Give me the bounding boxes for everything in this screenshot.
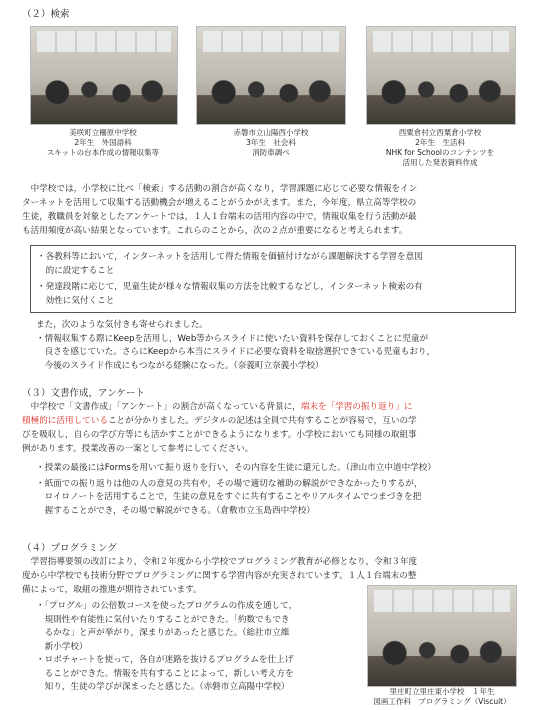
note-line: ・情報収集する際にKeepを活用し，Web等からスライドに使いたい資料を保存しておくことに児童が [36,333,429,344]
text-run: ことが分かりました。デジタルの記述は全員で共有することが容易で，互いの学 [107,416,417,426]
section-3-notes [36,462,530,518]
photo-yanahara-class [30,26,178,125]
note-line: ・ロボチャートを使って，各自が迷路を抜けるプログラムを仕上げ [36,655,294,665]
note-line: ・授業の最後にはFormsを用いて振り返りを行い，その内容を生徒に還元した。（津山市立中道中学校） [36,463,436,473]
key-point-1 [37,251,511,278]
section-3-heading: （３）文書作成，アンケート [22,388,145,399]
photo-sanyo-nishi-class [196,26,346,125]
caption-school: 里庄町立里庄東小学校 １年生 [389,687,495,696]
photo-caption-3 [362,128,518,168]
section-2-intro [22,182,522,238]
paragraph-line [22,400,526,414]
photo-caption-4 [357,687,527,707]
caption-school: 美咲町立柵原中学校 [69,128,137,137]
caption-school: 赤磐市立山陽西小学校 [233,128,309,137]
caption-desc: NHK for Schoolのコンテンツを [385,148,495,157]
key-point-line: 効性に気付くこと [37,295,115,306]
caption-desc: 消防車調べ [252,148,290,157]
paragraph-line: も活用頻度が高い結果となっています。これらのことから，次の２点が重要になると考えられます。 [22,226,408,236]
caption-desc-2: 活用した発表資料作成 [402,158,478,167]
photo-satosho-higashi-class [367,585,517,687]
note-line: ・紙面での振り返りは他の人の意見の共有や，その場で適切な補助の解説ができなかったりするが， [36,478,423,489]
paragraph-line: 備によって，取組の推進が期待されています。 [22,585,202,595]
text-run: 中学校で「文書作成」「アンケート」の割合が高くなっている背景に， [22,402,301,412]
photo-caption-2 [194,128,348,158]
note-line: 規則性や有能性に気付いたりすることができた。「約数でもでき [36,614,290,625]
section-4-notes [36,600,366,695]
highlight-text: 積極的に活用している [22,416,108,426]
note-line: 握することができ，その場で解説ができる。（倉敷市立玉島西中学校） [36,505,315,516]
caption-school: 西粟倉村立西粟倉小学校 [398,128,482,137]
caption-grade: 3年生 社会科 [246,138,296,147]
paragraph-line: 学習指導要領の改訂により，令和２年度から小学校でプログラミング教育が必修となり，令和３年度 [22,557,418,567]
notes-intro: また，次のような気付きも寄せられました。 [36,320,208,330]
key-point-line: ・発達段階に応じて，児童生徒が様々な情報収集の方法を比較するなどし，インターネット検索の有 [37,282,423,292]
section-4-heading: （４）プログラミング [22,543,117,554]
caption-desc: 図画工作科 プログラミング（Viscuit） [373,697,511,706]
paragraph-line: 例があります。授業改善の一案として参考にしてください。 [22,444,254,454]
note-line: 今後のスライド作成にもつながる経験になった。（奈義町立奈義小学校） [36,360,324,371]
key-point-2 [37,281,511,308]
highlight-text: 端末を「学習の振り返り」に [300,402,413,412]
caption-grade: 2年生 外国語科 [74,138,132,147]
note-line: ・「プログル」の公倍数コースを使ったプログラムの作成を通して， [36,601,298,611]
note-line: ることができた。情報を共有することによって，新しい考え方を [36,668,294,679]
section-2-heading: （２）検索 [22,9,70,20]
paragraph-line: びを吸収し，自らの学び方等にも活かすことができるようになります。小学校においても同様の取組事 [22,430,417,440]
paragraph-line [22,414,526,428]
section-3-paragraph [22,400,526,456]
note-line: 知り，生徒の学びが深まったと感じた。（赤磐市立高陽中学校） [36,682,290,692]
key-point-line: 的に設定すること [37,265,115,276]
note-line: るかな」と声が挙がり，深まりがあったと感じた。（総社市立維 [36,628,290,638]
caption-desc: スキットの台本作成の情報収集等 [46,148,160,157]
photo-caption-1 [26,128,180,158]
key-point-line: ・各教科等において，インターネットを活用して得た情報を価値付けながら課題解決する学習を意図 [37,252,423,262]
paragraph-line: 中学校では，小学校に比べ「検索」する活動の割合が高くなり，学習課題に応じて必要な情報をイン [22,184,418,194]
paragraph-line: 生徒，教職員を対象としたアンケートでは，１人１台端末の活用内容の中で，情報収集を行う活動が最 [22,212,417,222]
paragraph-line: ターネットを活用して収集する活動機会が増えることがうかがえます。また，今年度，県立高等学校の [22,198,417,208]
note-line: ロイロノートを活用することで，生徒の意見をすぐに共有することやリアルタイムでつまづきを把 [36,492,422,502]
note-line: 新小学校） [36,641,88,652]
paragraph-line: 度から中学校でも技術分野でプログラミングに関する学習内容が充実されています。１人１台端末の整 [22,571,417,581]
note-line: 良さを感じていた。さらにKeepから本当にスライドに必要な資料を取捨選択できている児童もおり， [36,347,436,357]
caption-grade: 2年生 生活科 [415,138,465,147]
photo-nishiawakura-class [366,26,516,125]
key-points-box [30,245,516,313]
section-2-notes [36,319,526,373]
